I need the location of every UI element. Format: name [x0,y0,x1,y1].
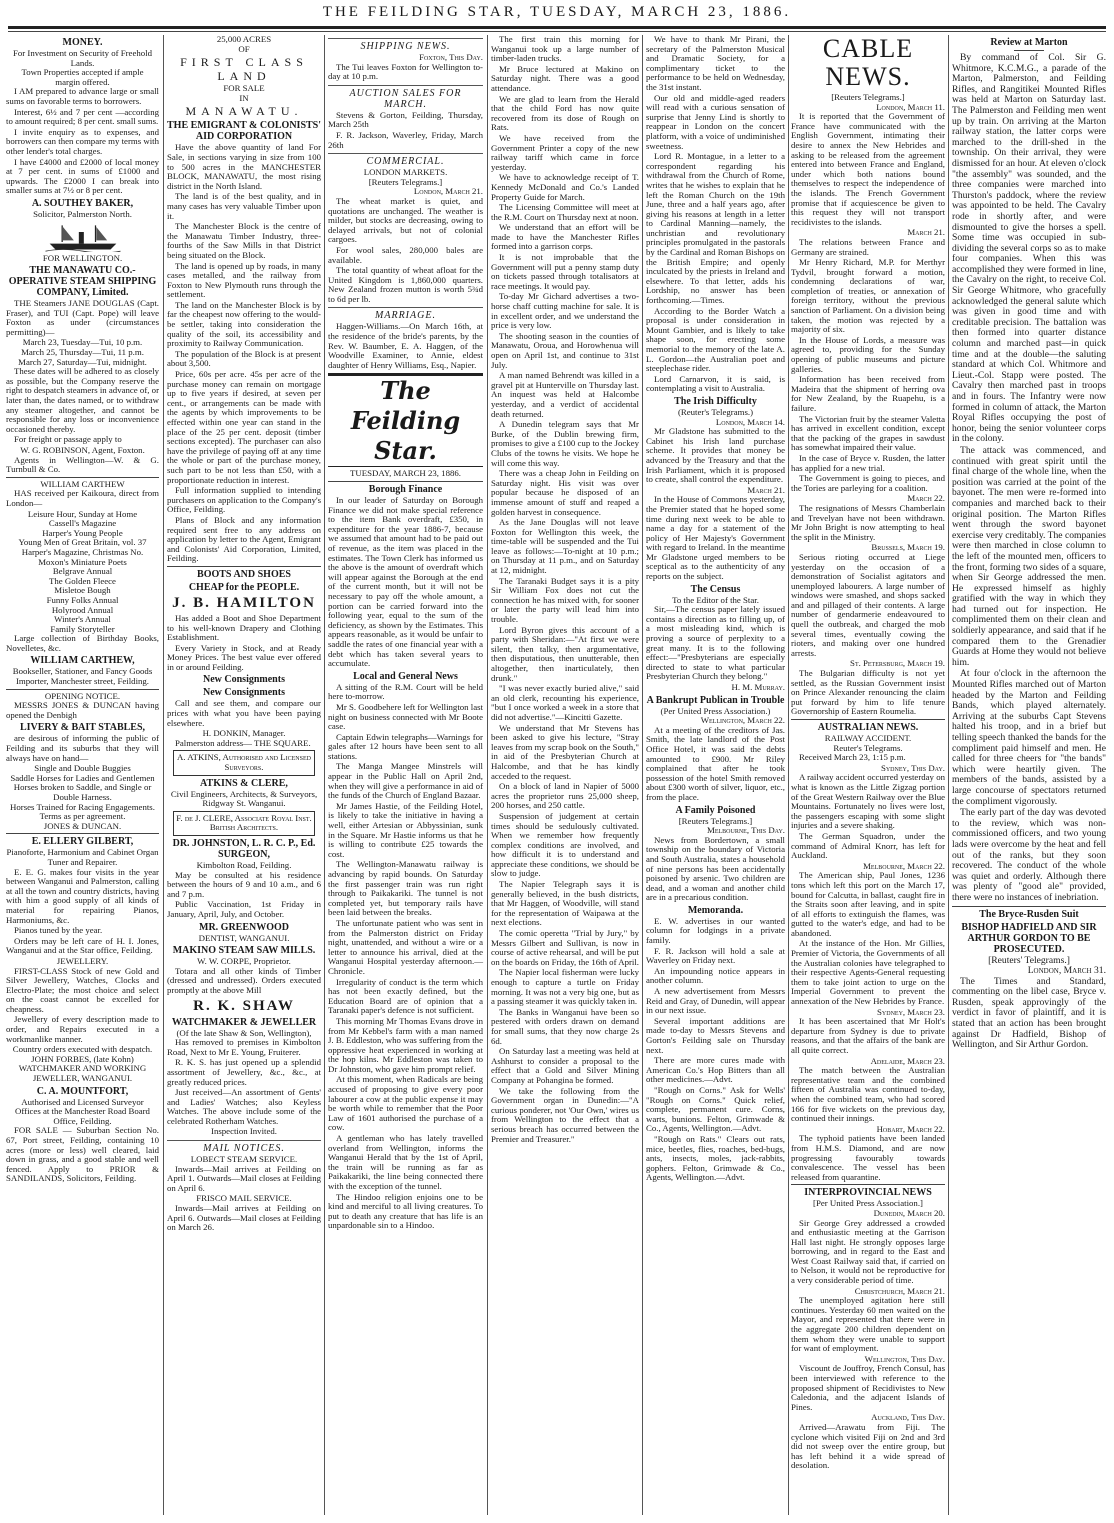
paragraph: I AM prepared to advance large or small sums on favorable terms to borrowers. [6,86,159,106]
paragraph: The Tui leaves Foxton for Wellington to-day at 10 p.m. [328,61,483,82]
paragraph: E. W. advertises in our wanted column for lodgings in a private family. [646,915,785,946]
paragraph: These dates will be adhered to as closely as possible, but the Company reserve the right to despatch steamers in advance of, or later than, the dates named, or to withdraw any steamer altogether, and cannot be responsible for any loss or inconvenience occasioned thereby. [6,366,159,434]
centered-line: [Reuters Telegrams.] [678,815,753,826]
centered-line: LONDON MARKETS. [363,167,448,178]
paragraph: The unemployed agitation here still continues. Yesterday 60 men waited on the Mayor, and represented that there were in the aggregate 200 children dependent on them whom they were unable to support for want of employment. [791,1295,945,1354]
centered-line: Authorised and Licensed Surveyor [21,1096,144,1107]
paragraph: As the Jane Douglas will not leave Foxton for Wellington this week, the time-table will be suspended and the Tui leave as follows:—To-night at 10 p.m.; on Thursday at 11 p.m., and on Saturday at 12, midnight. [491,517,639,576]
centered-line: [Per United Press Association.] [813,1198,923,1209]
paragraph: I have £4000 and £2000 of local money at 7 per cent. in sums of £1000 and upwards. The £2000 I can break into smaller sums at 7½ or 8 per cent. [6,156,159,196]
headline: MONEY. [62,37,103,48]
centered-line: Holyrood Annual [51,604,114,615]
paragraph: The Bulgarian difficulty is not yet settled, as the Russian Government insist on Prince Alexander renouncing the claim put forward by him to life tenure Governorship of Eastern Roumelia. [791,668,945,717]
centered-line: JONES & DUNCAN. [43,820,122,831]
centered-line: RAILWAY ACCIDENT. [824,733,912,743]
paragraph: Lord R. Montague, in a letter to a correspondent regarding his withdrawal from the Church of Rome, writes that he wishes to explain that he left the Roman Church on the 19th June, three and a half years ago, after giving his reasons at length in a letter to Cardinal Manning—namely, the unchristian and revolutionary principles promulgated in the pastorals by the Cardinal and Roman Bishops on the British Empire; and openly inculcated by the priests in Ireland and elsewhere. To that letter, adds his Lordship, no answer has been forthcoming.—Times. [646,151,785,306]
paragraph: Totara and all other kinds of Timber (dressed and undressed). Orders executed promptly at the above Mill [167,965,321,995]
paragraph: The Banks in Wanganui have been so pestered with orders drawn on demand for small sums, that they now charge 2s 6d. [491,1006,639,1046]
dateline: Foxton, This Day. [419,52,483,62]
headline: THE EMIGRANT & COLONISTS' AID CORPORATION [167,120,322,143]
paragraph: We take the following from the Government organ in Dunedin:—"A curious ponderer, not 'Our Own,' wires us from Wellington to the effect that a serious breach has occurred between the Premier and Treasurer." [491,1085,639,1144]
column-divider [487,35,488,1515]
boxed-notice: A. ATKINS, Authorised and Licensed Surveyors. [173,750,315,775]
centered-line: March 27, Saturday—Tui, midnight. [18,356,147,367]
paragraph: Mr Gladstone has submitted to the Cabinet his Irish land purchase scheme. It provides that money be advanced by the Treasury and that the Irish Parliament, which it is proposed to create, shall control the expenditure. [646,426,785,485]
paragraph: At a meeting of the creditors of Jas. Smith, the late landlord of the Post Office Hotel, it was said the debts amounted to £900. Mr Riley complained that after he took possession of the hotel Smith removed about £300 worth of silver, liquor, etc., from the place. [646,724,785,802]
centered-line: Moxon's Miniature Poets [38,556,127,567]
headline: WILLIAM CARTHEW, [30,655,135,667]
column-3-editorial [328,35,483,1232]
paragraph: Has added a Boot and Shoe Department to his well-known Drapery and Clothing Establishment. [167,612,321,643]
paragraph: "I was never exactly buried alive," said an old clerk, recounting his experience, "but I once worked a week in a store that did not advertise."—Kincitti Gazette. [491,683,639,722]
paragraph: The unfortunate patient who was sent in from the Palmerston district on Friday night, unattended, and without a wire or a letter to announce his arrival, died at the Wanganui Hospital yesterday afternoon.—Chronicle. [328,917,483,976]
centered-line: Harper's Young People [42,527,123,538]
paragraph: At this moment, when Radicals are being accused of proposing to give every poor labourer a cow at the public expense it may be worth while to remember that the Poor Law of 1601 authorised the purchase of a cow. [328,1074,483,1133]
centered-line: Town Properties accepted if ample [21,67,144,78]
centered-line: LOBECT STEAM SERVICE. [190,1154,298,1165]
paragraph: Stevens & Gorton, Feilding, Thursday, March 25th [328,109,483,130]
paragraph: A sitting of the R.M. Court will be held here to-morrow. [328,681,483,702]
dateline: Christchurch, March 21. [854,1285,945,1296]
dateline: March 22. [907,493,945,504]
headline: THE MANAWATU CO.-OPERATIVE STEAM SHIPPING COMPANY, Limited. [8,265,157,299]
centered-line: Misletoe Bough [54,585,111,596]
centered-line: Funny Folks Annual [46,594,119,605]
centered-line: The Golden Fleece [49,575,116,586]
centered-line: Country orders executed with despatch. [12,1044,153,1055]
headline: A. SOUTHEY BAKER, [31,197,134,209]
centered-line: Terms as per agreement. [39,811,126,822]
section-heading: COMMERCIAL. [328,153,483,167]
paragraph: Viscount de Jouffroy, French Consul, has been interviewed with reference to the proposed shipment of Recidivistes to New Caledonia, and the adjacent Islands of Pines. [791,1363,945,1412]
paragraph: I invite enquiry as to expenses, and borrowers can then compare my terms with other lender's total charges. [6,126,159,156]
paragraph: THE Steamers JANE DOUGLAS (Capt. Fraser), and TUI (Capt. Pope) will leave Foxton as under (circumstances permitting)— [6,298,159,337]
column-7-review [952,35,1106,1052]
paragraph: The typhoid patients have been landed from H.M.S. Diamond, and are now progressing favourably towards convalescence. The vessel has been released from quarantine. [791,1133,945,1182]
paragraph: We are glad to learn from the Herald that the child Ford has now quite recovered from its dose of Rough on Rats. [491,93,639,133]
paragraph: It has been ascertained that Mr Holt's departure from Sydney is due to private reasons, and that the affairs of the bank are all quite correct. [791,1016,945,1055]
paragraph: E. E. G. makes four visits in the year between Wanganui and Palmerston, calling at all the town and country districts, having with him a good supply of all kinds of material for repairing Pianos, Harmoniums, &c. [6,866,159,925]
headline: MR. GREENWOOD [199,921,289,933]
headline: LIVERY & BAIT STABLES, [19,722,146,734]
paragraph: are desirous of informing the public of Feilding and its suburbs that they will always have on hand— [6,733,159,763]
paragraph: We have to thank Mr Pirani, the secretary of the Palmerston Musical and Dramatic Society, for a complimentary ticket to the performance to be held on Wednesday, the 31st instant. [646,34,785,92]
column-2-advertisements [167,35,321,1234]
paragraph: The Napier Telegraph says it is generally believed, in the bush districts, that Mr Haggen, of Woodville, will stand for the representation of Waipawa at the next elections. [491,879,639,928]
headline: CHEAP for the PEOPLE. [188,581,300,593]
headline: Local and General News [353,670,458,682]
dateline: Adelaide, March 23. [870,1055,945,1066]
paragraph: Inwards—Mail arrives at Feilding on April 1. Outwards—Mail closes at Feilding on April 6. [167,1163,321,1193]
paragraph: At the instance of the Hon. Mr Gillies, Premier of Victoria, the Governments of all the Australian colonies have telegraphed to their respective Agents-General requesting them to take joint action to urge on the Imperial Government to prevent the annexation of the New Hebrides by France. [791,938,945,1007]
paragraph: We have received from the Government Printer a copy of the new railway tariff which came in force yesterday. [491,132,639,172]
paragraph: Several important additions are made to-day to Messrs Stevens and Gorton's Feilding sale on Thursday next. [646,1015,785,1055]
column-divider [163,35,164,1515]
paragraph: Price, 60s per acre. 45s per acre of the purchase money can remain on mortgage up to five years if desired, at seven per cent., or arrangements can be made with the agents by which improvements to be effected within one year can stand in the place of the 25 per cent. deposit (timber sections excepted). The purchaser can also have the privilege of paying off at any time the whole or part of the purchase money, such part to be not less than £50, with a proportionate reduction in interest. [167,369,321,485]
centered-line: OF [238,43,250,54]
column-divider [324,35,325,1515]
paragraph: The population of the Block is at present about 3,500. [167,348,321,369]
paragraph: Serious rioting occurred at Liege yesterday on the occasion of a demonstration of Socialist agitators and unemployed labourers. A large number of windows were smashed, and shops sacked and and pillaged of their contents. A large number of gendarmerie endeavoured to quell the outbreak, and charged the mob several times, eventually cowing the rioters, and making over one hundred arrests. [791,551,945,658]
paragraph: A gentleman who has lately travelled overland from Wellington, informs the Wanganui Herald that by the 1st of April, the train will be running as far as Paikakariki, the line being connected there with the exception of the tunnel. [328,1133,483,1191]
centered-line: Saddle Horses for Ladies and Gentlemen [10,772,155,783]
paragraph: Information has been received from Madeira that the shipment of herring ova for New Zealand, by the Ruapehu, is a failure. [791,374,945,413]
headline: C. A. MOUNTFORT, [36,1085,129,1097]
paragraph: May be consulted at his residence between the hours of 9 and 10 a.m., and 6 and 7 p.m. [167,869,321,899]
paragraph: R. K. S. has just opened up a splendid assortment of Jewellery, &c., &c., at greatly reduced prices. [167,1057,321,1087]
paragraph: Haggen-Williams.—On March 16th, at the residence of the bride's parents, by the Rev. W. Baumber, E. A. Haggen, of the Woodville Examiner, to Annie, eldest daughter of Henry Williams, Esq., Napier. [328,321,483,370]
paragraph: Interest, 6½ and 7 per cent —according to amount required; 8 per cent. small sums. [6,106,159,127]
spaced-heading: MANAWATU. [185,104,303,119]
header-rule [8,26,1106,29]
column-4-local-news [491,35,639,1145]
headline: The Bryce-Rusden Suit [979,908,1079,920]
paragraph: It is reported that the Government of France have communicated with the English Government, intimating their desire to annex the New Hebrides and asking to be released from the agreement entered into between France and England, under which both nations bound themselves to respect the independence of the islands. The French Government promise that if acquiescence be given to this request they will not transport recidivistes to the islands. [791,111,945,227]
paragraph: Have the above quantity of land For Sale, in sections varying in size from 100 to 500 acres in the MANCHESTER BLOCK, MANAWATU, the most rising district in the North Island. [167,142,321,191]
paragraph: Mr James Hastie, of the Feilding Hotel, is likely to take the initiative in having a well, either Artesian or Abbyssinian, sunk in the Square. Mr Hastie informs us that he is willing to contribute £25 towards the cost. [328,800,483,859]
dateline: March 21. [907,227,945,238]
centered-line: FOR SALE [223,83,265,94]
dateline: Wellington, March 22. [700,715,785,726]
dateline: Dunedin, March 20. [873,1207,945,1218]
centered-line: Horses broken to Saddle, and Single or Double Harness. [13,782,152,802]
paragraph: On a block of land in Napier of 5000 acres the proprietor runs 25,000 sheep, 200 horses, and 250 cattle. [491,781,639,811]
paragraph: FOR SALE — Suburban Section No. 67, Port street, Feilding, containing 10 acres (more or less) well cleared, laid down in grass, and a good stable and well fenced. Apply to PRIOR & SANDILANDS, Solicitors, Feilding. [6,1125,159,1184]
paragraph: A railway accident occurred yesterday on what is known as the Little Zigzag portion of the Great Western Railway over the Blue Mountains. Fortunately no lives were lost, the passengers escaping with some slight injuries and a severe shaking. [791,772,945,831]
centered-line: [Reuters' Telegrams.] [988,954,1070,966]
paragraph: Suspension of judgement at certain times should be sedulously cultivated. When we remember how frequently complex conditions are involved, and how difficult it is to understand and appreciate these conditions, we should be slow to judge. [491,810,639,879]
centered-line: W. W. CORPE, Proprietor. [197,956,291,967]
divider [328,481,483,482]
centered-line: Offices at the Manchester Road Board Office, Feilding. [15,1106,150,1126]
divider [6,477,159,478]
paragraph: Pianos tuned by the year. [14,925,103,936]
headline: AUSTRALIAN NEWS. [817,722,919,733]
dateline: London, March 11. [876,101,945,112]
paragraph: The Wellington-Manawatu railway is advancing by rapid bounds. On Saturday the first passenger train was run right through to Paikakariki. The tunnel is not completed yet, but temporary rails have been laid between the breaks. [328,859,483,918]
paragraph: The total quantity of wheat afloat for the United Kingdom is 1,860,000 quarters. New Zealand frozen mutton is worth 5¾d to 6d per lb. [328,265,483,304]
headline: Memoranda. [687,904,744,916]
paragraph: Public Vaccination, 1st Friday in January, April, July, and October. [167,899,321,919]
paragraph: According to the Border Watch a proposal is under consideration in Mount Gambier, and is likely to take shape soon, for erecting some memorial to the memory of the late A. L. Gordon—the Australian poet and steeplechase rider. [646,305,785,374]
dateline: Sydney, March 23. [877,1006,945,1017]
centered-line: Belgrave Annual [52,566,113,577]
centered-line: Civil Engineers, Architects, & Surveyors, Ridgway St. Wanganui. [170,788,318,809]
centered-line: March 23, Tuesday—Tui, 10 p.m. [22,337,143,348]
paragraph: By command of Col. Sir G. Whitmore, K.C.M.G., a parade of the Marton, Palmerston, and Feilding Rifles, and Rangitikei Mounted Rifles was held at Marton on Saturday last. The Palmerston and Feilding men went up by train. On arriving at the Marton railway station, the latter corps were marched to the drill-shed in the township. On their arrival, they were dismissed for an hour. At eleven o'clock "the assembly" was sounded, and the three companies were marched into Thurston's paddock, where the review was appointed to be held. The Cavalry rode in shortly after, and were dismounted to give the horses a spell. Some time was occupied in sub-dividing the several corps so as to make four companies. When this was accomplished they were formed in line, the Cavalry on the right, to receive Col. Sir George Whitmore, who gracefully acknowledged the general salute which was given in good time and with creditable precision. The battalion was then formed into quarter distance column and marched past—in quick time and at the double—the saluting standard at which Col. Whitmore and Lieut.-Col. Stapp were posted. The Cavalry then marched past in troops and in fours. The Infantry were now formed in column of attack, the Marton Royal Rifles occupying the post of honor, being the senior volunteer corps in the colony. [952,52,1106,445]
paragraph: Lord Byron gives this account of a party with Sheridan:—"At first we were silent, then talky, then argumentative, then disputatious, then unutterable, then altogether, then inarticulately, then drunk." [491,624,639,683]
centered-line: W. G. ROBINSON, Agent, Foxton. [20,445,145,455]
centered-line: [Reuters Telegrams.] [368,176,443,187]
paragraph: The American ship, Paul Jones, 1236 tons which left this port on the March 17, bound for Calcutta, in ballast, caught fire in the Straits soon after leaving, and in spite of all efforts to extinguish the flames, was gutted to the water's edge, and had to be abandoned. [791,870,945,938]
headline: DR. JOHNSTON, L. R. C. P., Ed. SURGEON, [172,838,316,860]
centered-line: Harper's Magazine, Christmas No. [21,546,144,557]
paragraph: Received March 23, 1:15 p.m. [799,752,906,763]
paragraph: Inwards—Mail arrives at Feilding on April 6. Outwards—Mail closes at Feilding on March 26. [167,1203,321,1233]
paragraph: Captain Edwin telegraphs—Warnings for gales after 12 hours have been sent to all stations. [328,731,483,761]
dateline: London, March 21. [413,186,483,197]
centered-line: Young Men of Great Britain, vol. 37 [18,537,147,548]
paragraph: Call and see them, and compare our prices with what you have been paying elsewhere. [167,698,321,728]
centered-line: [Reuters Telegrams.] [831,92,905,102]
headline: Review at Marton [990,37,1068,48]
centered-line: Pianoforte, Harmonium and Cabinet Organ Tuner and Repairer. [6,847,159,867]
paragraph: For wool sales, 280,000 bales are available. [328,244,483,265]
dateline: March 21. [747,484,785,495]
paragraph: The relations between France and Germany are strained. [791,236,945,257]
centered-line: margin offered. [55,76,110,87]
running-header: THE FEILDING STAR, TUESDAY, MARCH 23, 1886. [322,4,792,20]
paragraph: The Manchester Block is the centre of the Manawatu Timber Industry, three-fourths of the Saw Mills in that District being situated on the Block. [167,221,321,260]
paragraph: F. R. Jackson will hold a sale at Waverley on Friday next. [646,945,785,966]
dateline: Auckland, This Day. [871,1412,945,1423]
headline: MAKINO STEAM SAW MILLS. [172,945,316,957]
dateline: St. Petersburg, March 19. [850,658,945,669]
centered-line: For Investment on Security of Freehold Lands. [12,48,152,68]
paragraph: Every Variety in Stock, and at Ready Money Prices. The best value ever offered in or around Feilding. [167,642,321,672]
column-1-advertisements [6,35,159,1185]
paragraph: A Dunedin telegram says that Mr Burke, of the Dublin brewing firm, promises to give a £100 cup to the Jockey Clubs of the towns he visits. We hope he will come this way. [491,419,639,468]
paragraph: The land on the Manchester Block is by far the cheapest now offering to the would-be settler, taking into consideration the quality of the soil, its accessibility and proximity to Railway Communication. [167,299,321,349]
paragraph: A man named Behrendt was killed in a gravel pit at Hunterville on Thursday last. An inquest was held at Halcombe yesterday, and a verdict of accidental death returned. [491,370,639,419]
paragraph: F. R. Jackson, Waverley, Friday, March 26th [328,129,483,150]
paragraph: To-day Mr Gichard advertises a two-horse chaff cutting machine for sale. It is in excellent order, and we understand the price is very low. [491,291,639,331]
boxed-notice: F. de J. CLERE, Associate Royal Inst. British Architects. [173,811,315,836]
paragraph: The comic operetta "Trial by Jury," by Messrs Gilbert and Sullivan, is now in course of active rehearsal, and will be put on the boards on Friday, the 16th of April. [491,928,639,967]
column-5-news [646,35,785,1184]
paragraph: The Napier local fisherman were lucky enough to capture a turtle on Friday morning. It was not a very big one, but as a passing steamer it was quickly taken in. [491,967,639,1007]
centered-line: (Of the late Shaw & Son, Wellington), [176,1027,312,1038]
headline: New Consignments [203,687,285,699]
column-divider [642,35,643,1515]
centered-line: March 25, Thursday—Tui, 11 p.m. [21,347,144,358]
paragraph: Our old and middle-aged readers will read with a curious sensation of surprise that Jenny Lind is shortly to reappear in London on the concert platform, with a voice of undiminished sweetness. [646,92,785,151]
dateline: Wellington, This Day. [864,1353,945,1364]
paragraph: In the House of Lords, a measure was agreed to, providing for the Sunday opening of public museums and picture galleries. [791,334,945,374]
headline: The Census [690,583,741,595]
centered-line: Reuter's Telegrams. [833,742,903,753]
centered-line: Leisure Hour, Sunday at Home [27,508,138,519]
paragraph: At four o'clock in the afternoon the Mounted Rifles marched out of Marton headed by the Marton and Feilding Bands, which played alternately. Arriving at the suburbs Capt Stevens halted his troop, and in a brief but telling speech thanked the bands for the compliment paid himself and men. He called for three cheers for "the bands" which were heartily given. The members of the bands, assisted by a large concourse of spectators returned the compliment vigorously. [952,668,1106,807]
centered-line: Family Storyteller [50,623,115,634]
dateline: Brussels, March 19. [871,542,945,553]
paragraph: The shooting season in the counties of Manawatu, Oroua, and Horowhenua will open on April 1st, and continue to 31st July. [491,330,639,370]
section-heading: SHIPPING NEWS. [328,38,483,52]
paragraph: Lord Carnarvon, it is said, is contemplating a visit to Australia. [646,373,785,394]
paragraph: We understand that Mr Stevens has been asked to give his lecture, "Stray leaves from my scrap book on the South," in aid of the Presbyterian Church at Halcombe, and that he has kindly acceded to the request. [491,722,639,781]
centered-line: To the Editor of the Star. [672,594,759,605]
paragraph: Full information supplied to intending purchasers on application to the Company's Office, Feilding. [167,485,321,515]
header-rule-thin [8,31,1106,32]
paragraph: Agents in Wellington—W. & G. Turnbull & Co. [6,454,159,475]
centered-line: Winter's Annual [54,614,111,625]
section-heading: MARRIAGE. [328,307,483,321]
masthead: The Feilding Star. [328,373,483,467]
paragraph: Palmerston address— THE SQUARE. [175,737,311,748]
dateline: London, March 31. [1027,965,1106,977]
dateline: London, March 14. [715,416,785,427]
dateline: H. M. Murray. [731,682,785,692]
divider [791,719,945,720]
dateline: Hobart, March 22. [876,1123,945,1134]
paragraph: Plans of Block and any information required sent free to any address on application by letter to the Agent, Emigrant and Colonists' Aid Corporation, Limited, Feilding. [167,514,321,564]
paragraph: Mr S. Goodbehere left for Wellington last night on business connected with Mr Boote case. [328,701,483,732]
centered-line: Inspection Invited. [211,1126,277,1137]
divider [167,566,321,567]
paragraph: An impounding notice appears in another column. [646,965,785,986]
paragraph: The wheat market is quiet, and quotations are unchanged. The weather is milder, but stocks are decreasing, owing to delayed arrivals, but not of colonial cargoes. [328,195,483,245]
steamship-icon [43,222,123,252]
paragraph: Arrived—Arawatu from Fiji. The cyclone which visited Fiji on 2nd and 3rd did not sweep over the entire group, but has left behind it a wide spread of desolation. [791,1421,945,1471]
centered-line: WILLIAM CARTHEW [40,478,125,489]
paragraph: In the case of Bryce v. Rusden, the latter has applied for a new trial. [791,452,945,473]
paragraph: News from Bordertown, a small township on the boundary of Victoria and South Australia, states a household of nine persons has been accidentally poisoned by arsenic. Two children are dead, and a woman and another child are in a precarious condition. [646,834,785,903]
section-title: CABLE NEWS. [822,34,914,91]
paragraph: Mr Bruce lectured at Makino on Saturday night. There was a good attendance. [491,63,639,93]
paragraph: On Saturday last a meeting was held at Ashhurst to consider a proposal to the effect that a Gold and Silver Mining Company at Pohangina be formed. [491,1046,639,1085]
headline: ATKINS & CLERE, [200,777,288,789]
paragraph: The Victorian fruit by the steamer Valetta has arrived in excellent condition, except that the packing of the grapes in sawdust has somewhat impaired their value. [791,413,945,453]
paragraph: For freight or passage apply to [14,434,122,445]
centered-line: Horses Trained for Racing Engagements. [10,801,155,812]
paragraph: Orders may be left care of H. I. Jones, Wanganui and at the Star office, Feilding. [6,935,159,956]
display-heading: R. K. SHAW [193,997,295,1014]
centered-line: DENTIST, WANGANUI. [198,932,290,943]
centered-line: JOHN FORBES, (late Kohn) WATCHMAKER AND WORKING JEWELLER, WANGANUI. [18,1053,147,1084]
headline: The Irish Difficulty [674,395,757,407]
paragraph: MESSRS JONES & DUNCAN having opened the Denbigh [6,700,159,720]
centered-line: H. DONKIN, Manager. [202,728,286,739]
headline: WATCHMAKER & JEWELLER [171,1016,317,1028]
paragraph: Sir,—The census paper lately issued contains a direction as to filling up, of a most misleading kind, which is proving a source of perplexity to a great many. It is to the following effect:—"Presbyterians are especially directed to state to what particular Presbyterian Church they belong." [646,604,785,682]
paragraph: Has removed to premises in Kimbolton Road, Next to Mr E. Young, Fruiterer. [167,1037,321,1057]
paragraph: "Rough on Corns." Ask for Wells' "Rough on Corns." Quick relief, complete, permanent cure. Corns, warts, bunions. Felton, Grimwade & Co., Agents, Wellington.—Advt. [646,1084,785,1134]
dateline: Melbourne, March 22. [863,860,945,871]
display-heading: J. B. HAMILTON [172,594,316,611]
divider [791,1184,945,1185]
section-heading: MAIL NOTICES. [167,1140,321,1154]
paragraph: Jewellery of every description made to order, and Repairs executed in a workmanlike manner. [6,1014,159,1044]
paragraph: The attack was commenced, and continued with great spirit until the final charge of the whole line, when the position was carried at the point of the bayonet. The men were re-formed into companies and marched back to their original position. The Marton Rifles went through the sword bayonet exercise very creditably. The companies were then marched in close column to the left of the mounted men, officers to the front, forming two sides of a square, when Sir George addressed the men. He expressed himself as highly gratified with the way in which they had turned out for inspection. He complimented them on their clean and soldierly appearance, and said that if he compared them to the Grenadier Guards at Home they would not believe him. [952,444,1106,668]
centered-line: Kimbolton Road, Feilding. [196,860,292,870]
paragraph: Just received—An assortment of Gents' and Ladies' Watches; also Keyless Watches. The above include some of the celebrated Rotherham Watches. [167,1087,321,1126]
paragraph: There are more cures made with American Co.'s Hop Bitters than all other medicines.—Advt. [646,1055,785,1085]
section-heading: AUCTION SALES FOR MARCH. [328,85,483,110]
centered-line: Cassell's Magazine [48,518,117,529]
headline: Borough Finance [368,484,443,496]
paragraph: The resignations of Messrs Chamberlain and Trevelyan have not been withdrawn. Mr John Bright is now attempting to heal the split in the Ministry. [791,502,945,542]
divider [952,906,1106,907]
centered-line: Solicitor, Palmerston North. [33,208,132,219]
headline: BOOTS AND SHOES [197,568,291,580]
paragraph: Sir George Grey addressed a crowded and enthusiastic meeting at the Garrison Hall last night. He strongly opposes large borrowing, and in regard to the East and West Coast Railway said that, if carried on to Nelson, it would not be reproductive for a very considerable period of time. [791,1217,945,1286]
paragraph: The match between the Australian representative team and the combined fifteen of Australia was continued to-day, when the combined team, who had scored 166 for five wickets on the previous day, continued their innings. [791,1065,945,1124]
paragraph: Large collection of Birthday Books, Novelletes, &c. [6,633,159,653]
dateline: Sydney, This Day. [880,762,945,773]
paragraph: The early part of the day was devoted to the review, which was non-commissioned officers, and two young lads were overcome by the heat and fell out of the ranks, but they soon recovered. The conduct of the whole was quiet and orderly. Although there was plenty of "good ale" provided, there were no instances of inebriation. [952,807,1106,903]
paragraph: Irregularity of conduct is the term which has not been exactly defined, but the Education Board are of opinion that a Taranaki paper's defence is not sufficient. [328,976,483,1016]
column-divider [788,35,789,1515]
headline: INTERPROVINCIAL NEWS [804,1187,932,1199]
paragraph: The German Squadron, under the command of Admiral Knorr, has left for Auckland. [791,830,945,861]
paragraph: A new advertisement from Messrs Reid and Gray, of Dunedin, will appear in our next issue. [646,986,785,1016]
centered-line: (Reuter's Telegrams.) [677,406,754,417]
headline: E. ELLERY GILBERT, [31,836,134,848]
centered-line: Bookseller, Stationer, and Fancy Goods Importer, Manchester street, Feilding. [12,666,153,687]
divider [6,833,159,834]
centered-line: FOR WELLINGTON. [42,252,123,263]
paragraph: In the House of Commons yesterday, the Premier stated that he hoped some time during next week to be able to name a day for a statement of the policy of Her Majesty's Government with regard to Ireland. In the meantime Mr Gladstone urged members to be sceptical as to the authenticity of any reports on the subject. [646,494,785,582]
centered-line: JEWELLERY. [56,955,109,966]
paragraph: There was a cheap John in Feilding on Saturday night. His visit was over popular because he disposed of an immense amount of stuff and reaped a golden harvest in consequence. [491,468,639,517]
centered-line: 25,000 ACRES [216,34,272,44]
paragraph: This morning Mr Thomas Evans drove in from Mr Kebbel's farm with a man named J. B. Eddleston, who was suffering from the oppressive heat experienced in working at the hop kilns. Mr Eddleston was taken to Dr Johnston, who gave him prompt relief. [328,1015,483,1074]
centered-line: IN [239,92,249,103]
paragraph: It is not improbable that the Government will put a penny stamp duty on tickets passed through totalisators at race meetings. It would pay. [491,252,639,291]
divider [1014,50,1044,51]
divider [6,689,159,690]
paragraph: We understand that an effort will be made to have the Manchester Rifles formed into a garrison corps. [491,222,639,252]
paragraph: The Government is going to pieces, and the Tories are parleying for a coalition. [791,473,945,493]
column-6-cable-news [791,35,945,1472]
paragraph: The Times and Standard, commenting on the libel case, Bryce v. Rusden, speak approvingly of the verdict in favor of plaintiff, and it is stated that an action has been brought against Dr Hadfield, Bishop of Wellington, and Sir Arthur Gordon. [952,975,1106,1051]
paragraph: Mr Henry Richard, M.P. for Merthyr Tydvil, brought forward a motion, condemning declarations of war, completion of treaties, or annexation of foreign territory, without the previous sanction of Parliament. On a division being taken, the motion was rejected by a majority of six. [791,257,945,335]
headline: A Bankrupt Publican in Trouble [646,694,785,706]
centered-line: OPENING NOTICE. [44,690,121,701]
paragraph: The Taranaki Budget says it is a pity Sir William Fox does not cut the connection he has mixed with, for sooner or later the party will lead him into trouble. [491,575,639,625]
paragraph: The land is of the best quality, and in many cases has very valuable Timber upon it. [167,191,321,221]
paragraph: The Hindoo religion enjoins one to be kind and merciful to all living creatures. To put to death any creature that has life is an unpardonable sin to a Hindoo. [328,1191,483,1231]
headline: A Family Poisoned [675,804,756,816]
paragraph: The Manga Mangee Minstrels will appear in the Public Hall on April 2nd, when they will give a performance in aid of the funds of the Church of England Bazaar. [328,761,483,801]
paragraph: The land is opened up by roads, in many cases metalled, and the railway from Foxton to New Plymouth runs through the settlement. [167,260,321,300]
centered-line: (Per United Press Association.) [660,705,771,716]
dateline: Melbourne, This Day. [707,825,785,836]
spaced-heading: FIRST CLASS LAND [180,55,308,84]
paragraph: The first train this morning for Wanganui took up a large number of timber-laden trucks. [491,34,639,64]
headline: BISHOP HADFIELD AND SIR ARTHUR GORDON TO BE PROSECUTED. [961,921,1097,955]
column-divider [948,35,949,1515]
paragraph: In our leader of Saturday on Borough Finance we did not make special reference to the item Bank overdraft, £350, in expenditure for the year 1886-7, because we assumed that amount had to be paid out of revenue, as the item was placed in the estimates. The Town Clerk has informed us the above is the amount of overdraft which will appear against the Borough at the end of the current month, but it will not be necessary to pay off the whole amount, a portion can be carried forward into the following year, equal to the sum of the deficiency, as shown by the Estimates. This appears reasonable, as it would be unfair to saddle the rates of one financial year with a debt which has taken several years to accumulate. [328,495,483,669]
paragraph: The Licensing Committee will meet at the R.M. Court on Thursday next at noon. [491,202,639,222]
headline: New Consignments [203,674,285,686]
centered-line: TUESDAY, MARCH 23, 1886. [350,468,461,479]
paragraph: We have to acknowledge receipt of T. Kennedy McDonald and Co.'s Landed Property Guide for March. [491,172,639,202]
centered-line: Single and Double Buggies [34,763,131,774]
centered-line: FRISCO MAIL SERVICE. [196,1193,292,1204]
paragraph: FIRST-CLASS Stock of new Gold and Silver Jewellery, Watches, Clocks and Electro-Plate; the most choice and select on the coast cannot be excelled for cheapness. [6,965,159,1014]
paragraph: HAS received per Kaikoura, direct from London— [6,488,159,508]
paragraph: "Rough on Rats." Clears out rats, mice, beetles, flies, roaches, bed-bugs, ants, insects, moles, jack-rabbits, gophers. Felton, Grimwade & Co., Agents, Wellington.—Advt. [646,1133,785,1183]
